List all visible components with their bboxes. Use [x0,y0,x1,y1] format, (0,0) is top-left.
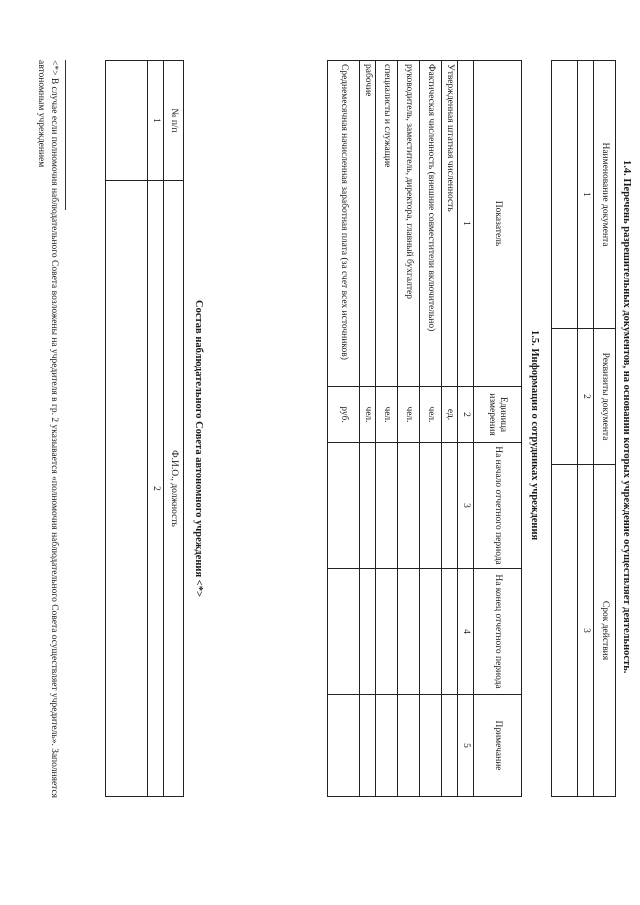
staff-row-label: руководитель, заместитель, директора, главный бухгалтер [398,61,420,387]
permits-col-num-3: 3 [578,465,594,797]
staff-note-cell [398,695,420,797]
staff-col-num-3: 3 [458,443,474,569]
staff-col-num-4: 4 [458,569,474,695]
staff-value-cell [376,569,398,695]
staff-row-unit: чел. [398,387,420,443]
staff-value-cell [376,443,398,569]
staff-header-period-end: На конец отчетного периода [474,569,522,695]
permits-empty-cell [552,329,578,465]
permits-header-term: Срок действия [594,465,616,797]
footnote-divider [65,60,66,210]
staff-row-label: специалисты и служащие [376,61,398,387]
permits-empty-cell [552,61,578,329]
staff-note-cell [420,695,442,797]
staff-value-cell [442,569,458,695]
permits-col-num-2: 2 [578,329,594,465]
board-header-number: № п/п [164,61,184,181]
staff-header-indicator: Показатель [474,61,522,387]
permits-header-details: Реквизиты документа [594,329,616,465]
staff-row-unit: руб. [328,387,360,443]
board-col-num-1: 1 [148,61,164,181]
staff-value-cell [420,569,442,695]
staff-value-cell [328,569,360,695]
board-empty-cell [106,61,148,181]
staff-row-unit: чел. [360,387,376,443]
board-col-num-2: 2 [148,181,164,797]
section-1-4-title: 1.4. Перечень разрешительных документов, на основании которых учреждение осуществляет деятельность. [621,160,632,674]
staff-value-cell [398,569,420,695]
board-header-name-position: Ф.И.О., должность [164,181,184,797]
footnote: <*> В случае если полномочия наблюдательного Совета возложены на учредителя в гр. 2 указывается «полномочия наблюдательного Совета осуществляет учредитель». Заполняется автономным учреждением [36,60,59,799]
staff-table [327,60,522,797]
staff-col-num-5: 5 [458,695,474,797]
staff-row-label: рабочие [360,61,376,387]
staff-value-cell [360,443,376,569]
staff-row-label: Фактическая численность (внешние совместители включительно) [420,61,442,387]
staff-value-cell [420,443,442,569]
staff-row-label: Утвержденная штатная численность [442,61,458,387]
staff-note-cell [442,695,458,797]
staff-value-cell [360,569,376,695]
board-empty-cell [106,181,148,797]
staff-header-period-start: На начало отчетного периода [474,443,522,569]
permits-empty-cell [552,465,578,797]
staff-row-unit: ед. [442,387,458,443]
permits-col-num-1: 1 [578,61,594,329]
staff-header-note: Примечание [474,695,522,797]
staff-row-unit: чел. [376,387,398,443]
section-1-5-title: 1.5. Информация о сотрудниках учреждения [529,330,540,541]
board-title: Состав наблюдательного Совета автономного учреждения <*> [193,300,204,597]
staff-value-cell [398,443,420,569]
staff-note-cell [360,695,376,797]
staff-col-num-2: 2 [458,387,474,443]
board-table [105,60,184,797]
permits-table [551,60,616,797]
staff-note-cell [376,695,398,797]
staff-row-label: Среднемесячная начисленная заработная плата (за счет всех источников) [328,61,360,387]
staff-col-num-1: 1 [458,61,474,387]
staff-value-cell [442,443,458,569]
staff-note-cell [328,695,360,797]
permits-header-name: Наименование документа [594,61,616,329]
staff-row-unit: чел. [420,387,442,443]
staff-value-cell [328,443,360,569]
staff-header-unit: Единица измерения [474,387,522,443]
